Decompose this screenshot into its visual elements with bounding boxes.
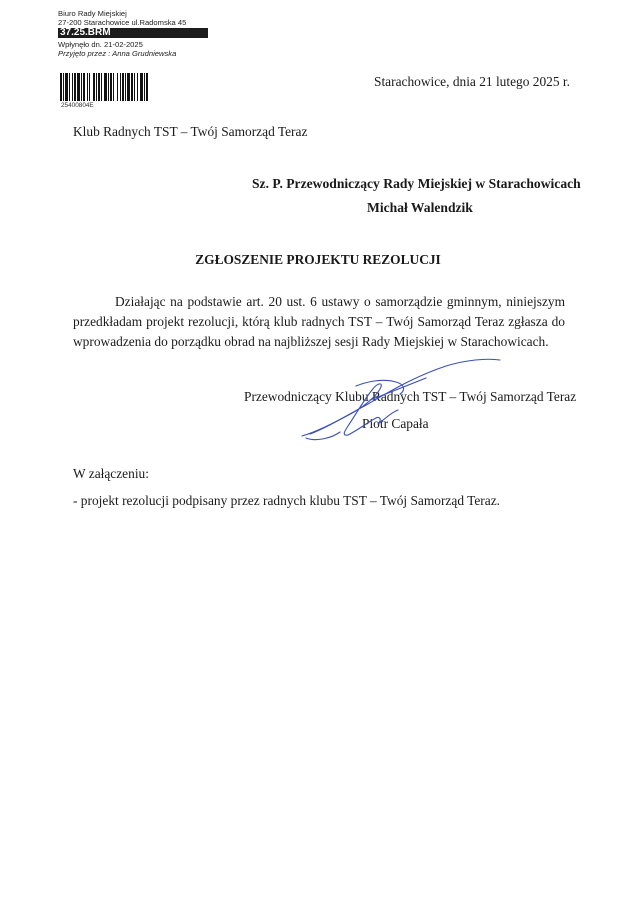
attachment-label: W załączeniu:	[73, 466, 149, 481]
signatory-name: Piotr Capała	[362, 416, 429, 431]
body-line-1: Działając na podstawie art. 20 ust. 6 ustawy o samorządzie gminnym, niniejszym	[115, 294, 565, 309]
recipient-line-2: Michał Walendzik	[367, 200, 473, 215]
stamp-reg-number: 37.25.BRM	[58, 28, 208, 38]
stamp-office: Biuro Rady Miejskiej	[58, 9, 127, 18]
handwritten-signature	[296, 356, 502, 444]
body-line-2: przedkładam projekt rezolucji, którą klub radnych TST – Twój Samorząd Teraz zgłasza do	[73, 314, 565, 329]
attachment-item: - projekt rezolucji podpisany przez radnych klubu TST – Twój Samorząd Teraz.	[73, 493, 501, 508]
body-line-3: wprowadzenia do porządku obrad na najbliższej sesji Rady Miejskiej w Starachowicach.	[73, 334, 549, 349]
stamp-address: 27-200 Starachowice ul.Radomska 45	[58, 18, 187, 27]
document-heading: ZGŁOSZENIE PROJEKTU REZOLUCJI	[195, 252, 441, 267]
place-date: Starachowice, dnia 21 lutego 2025 r.	[374, 74, 570, 89]
recipient-line-1: Sz. P. Przewodniczący Rady Miejskiej w Starachowicach	[252, 176, 581, 191]
stamp-received: Wpłynęło dn. 21-02-2025	[58, 40, 143, 49]
body-paragraph	[73, 292, 565, 352]
signatory-title: Przewodniczący Klubu Radnych TST – Twój Samorząd Teraz	[244, 389, 577, 404]
registration-stamp	[58, 9, 218, 58]
stamp-received-by: Przyjęto przez : Anna Grudniewska	[58, 49, 177, 58]
barcode	[60, 73, 193, 101]
sender-club: Klub Radnych TST – Twój Samorząd Teraz	[73, 124, 308, 139]
barcode-number: 25400804E	[61, 102, 94, 109]
